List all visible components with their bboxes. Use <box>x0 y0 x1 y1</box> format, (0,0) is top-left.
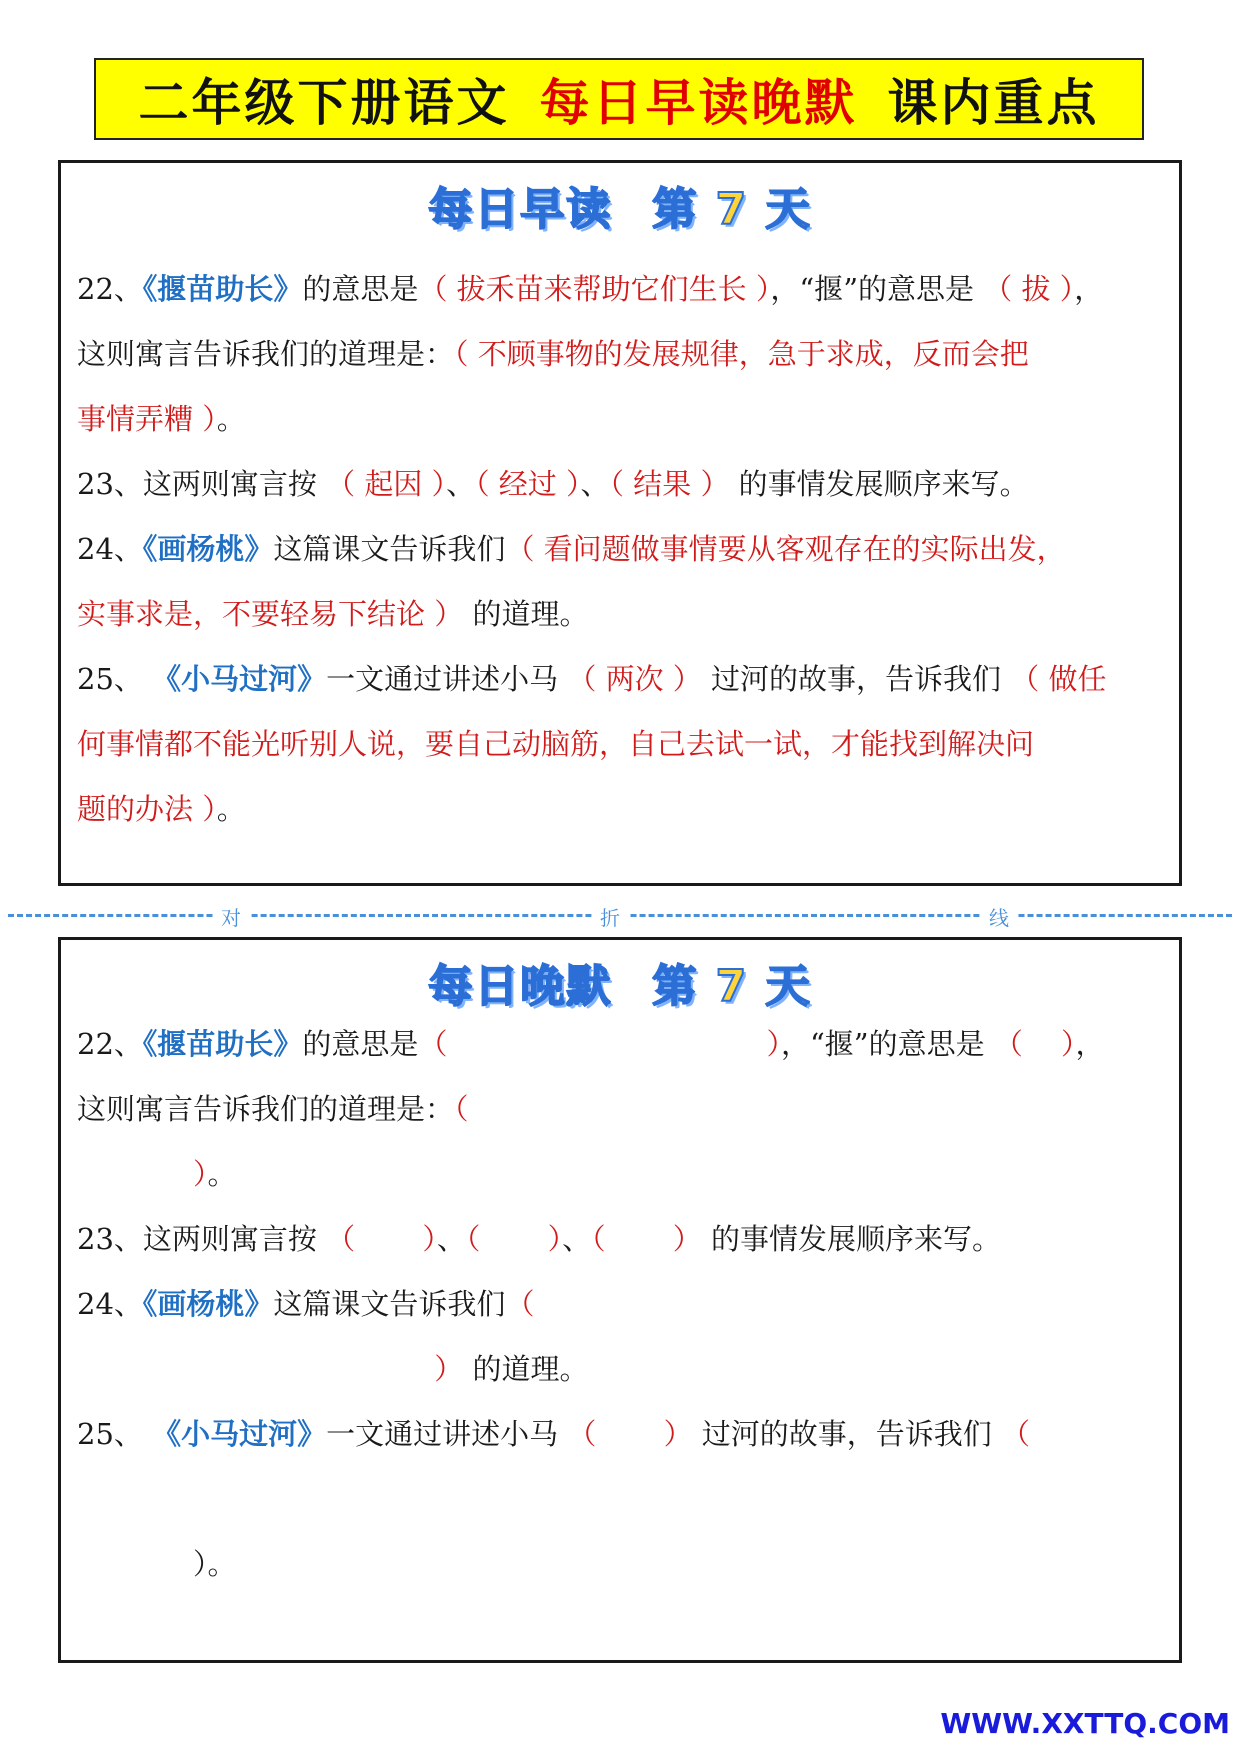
question-text: 、 <box>580 467 610 501</box>
answer-text: （ ） <box>993 1027 1076 1061</box>
lesson-title: 《揠苗助长》 <box>142 272 303 306</box>
lesson-title: 《揠苗助长》 <box>142 1027 303 1061</box>
evening-line <box>77 1012 1165 1077</box>
answer-text: （ ） <box>326 1222 437 1256</box>
evening-line <box>77 1532 1165 1597</box>
lesson-title: 《小马过河》 <box>152 662 327 696</box>
answer-text: ） <box>434 1352 464 1386</box>
evening-day-label: 第 7 天 <box>652 961 812 1012</box>
answer-text: 何事情都不能光听别人说，要自己动脑筋，自己去试一试，才能找到解决问 <box>77 727 1035 761</box>
page-banner <box>94 58 1144 140</box>
morning-question-list <box>77 257 1165 842</box>
question-text: 24、 <box>77 532 143 566</box>
fold-label-3: 线 <box>981 902 1017 931</box>
answer-text: （ 经过 ） <box>475 467 581 501</box>
evening-line <box>77 1337 1165 1402</box>
question-text: 。 <box>216 792 246 826</box>
answer-text: （ ） <box>465 1222 563 1256</box>
morning-line <box>77 582 1165 647</box>
answer-text: （ 拔禾苗来帮助它们生长 ） <box>418 272 771 306</box>
question-text: 一文通过讲述小马 <box>326 662 568 696</box>
evening-line <box>77 1207 1165 1272</box>
banner-grade-title: 二年级下册语文 <box>138 74 510 132</box>
question-text <box>77 1547 193 1581</box>
question-text: 的事情发展顺序来写。 <box>729 467 1029 501</box>
answer-text: （ ） <box>591 1222 702 1256</box>
evening-line <box>77 1272 1165 1337</box>
question-text: 这篇课文告诉我们 <box>273 1287 506 1321</box>
answer-text: 题的办法 ） <box>77 792 217 826</box>
question-text: ）。 <box>193 1547 237 1581</box>
banner-keypoints-title: 课内重点 <box>887 74 1100 132</box>
answer-text: 事情弄糟 ） <box>77 402 217 436</box>
question-text: 这则寓言告诉我们的道理是： <box>77 337 455 371</box>
question-text: 24、 <box>77 1287 143 1321</box>
morning-line <box>77 517 1165 582</box>
answer-text: （ 做任 <box>1010 662 1107 696</box>
site-watermark: WWW.XXTTQ.COM <box>940 1707 1230 1740</box>
morning-line <box>77 322 1165 387</box>
evening-line <box>77 1402 1165 1467</box>
question-text: 。 <box>216 402 246 436</box>
question-text: 23、这两则寓言按 <box>77 1222 327 1256</box>
question-text: 22、 <box>77 1027 143 1061</box>
morning-line <box>77 777 1165 842</box>
evening-line <box>77 1142 1165 1207</box>
evening-line <box>77 1467 1165 1532</box>
answer-text: （ 不顾事物的发展规律，急于求成，反而会把 <box>454 337 1029 371</box>
question-text: 的意思是 <box>302 272 419 306</box>
lesson-title: 《画杨桃》 <box>142 532 274 566</box>
fold-label-2: 折 <box>592 902 628 931</box>
evening-card-title <box>61 950 1179 1014</box>
answer-text: （ 拔 ） <box>983 272 1075 306</box>
question-text: 22、 <box>77 272 143 306</box>
question-text: 一文通过讲述小马 <box>326 1417 568 1451</box>
evening-dictation-card <box>58 937 1182 1663</box>
lesson-title: 《小马过河》 <box>152 1417 327 1451</box>
answer-text: （ <box>454 1092 469 1126</box>
question-text: ， <box>1075 1027 1105 1061</box>
answer-text: （ ） <box>567 1417 693 1451</box>
morning-line <box>77 647 1165 712</box>
answer-text: （ 两次 ） <box>567 662 702 696</box>
question-text: 25、 <box>77 1417 153 1451</box>
answer-text: ） <box>193 1157 208 1191</box>
answer-text: （ 起因 ） <box>326 467 447 501</box>
question-text: ， <box>1074 272 1104 306</box>
question-text: 23、这两则寓言按 <box>77 467 327 501</box>
morning-reading-card <box>58 160 1182 886</box>
question-text: 这篇课文告诉我们 <box>273 532 506 566</box>
morning-title-label: 每日早读 <box>428 184 613 235</box>
question-text <box>77 1157 193 1191</box>
fold-label-1: 对 <box>213 902 249 931</box>
question-text: 这则寓言告诉我们的道理是： <box>77 1092 455 1126</box>
question-text: 过河的故事，告诉我们 <box>692 1417 1002 1451</box>
question-text: ，“揠”的意思是 <box>770 272 984 306</box>
evening-title-label: 每日晚默 <box>428 961 613 1012</box>
answer-text: （ 看问题做事情要从客观存在的实际出发， <box>505 532 1066 566</box>
answer-text: （ <box>1001 1417 1031 1451</box>
question-text: 、 <box>446 467 476 501</box>
fold-line <box>0 904 1240 928</box>
question-text <box>77 1352 434 1386</box>
question-text: 的意思是 <box>302 1027 419 1061</box>
answer-text: 实事求是，不要轻易下结论 ） <box>77 597 464 631</box>
answer-text: （ 结果 ） <box>609 467 730 501</box>
question-text: 、 <box>562 1222 592 1256</box>
question-text: 过河的故事，告诉我们 <box>701 662 1011 696</box>
question-text: 的道理。 <box>463 597 589 631</box>
question-text: 的道理。 <box>463 1352 589 1386</box>
morning-day-label: 第 7 天 <box>652 184 812 235</box>
question-text: ，“揠”的意思是 <box>780 1027 994 1061</box>
question-text: 、 <box>436 1222 466 1256</box>
morning-line <box>77 452 1165 517</box>
answer-text: （ <box>505 1287 535 1321</box>
lesson-title: 《画杨桃》 <box>142 1287 274 1321</box>
question-text: 的事情发展顺序来写。 <box>701 1222 1002 1256</box>
question-text: 。 <box>207 1157 237 1191</box>
evening-question-list <box>77 1012 1165 1597</box>
question-text: 25、 <box>77 662 153 696</box>
banner-daily-title: 每日早读晚默 <box>539 74 858 132</box>
morning-line <box>77 387 1165 452</box>
morning-line <box>77 257 1165 322</box>
morning-line <box>77 712 1165 777</box>
morning-card-title <box>61 173 1179 237</box>
evening-line <box>77 1077 1165 1142</box>
answer-text: （ ） <box>418 1027 781 1061</box>
